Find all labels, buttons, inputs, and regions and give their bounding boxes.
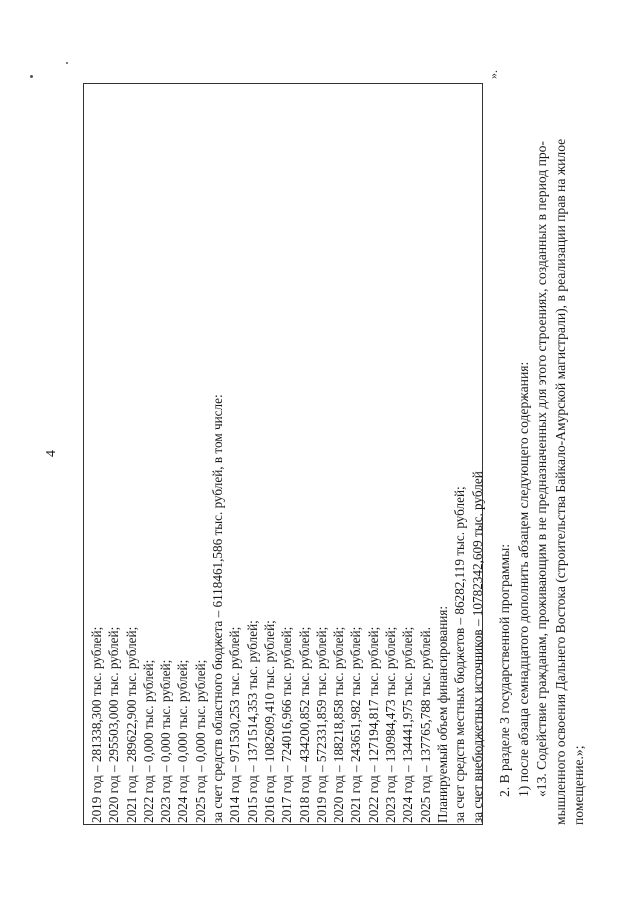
- table-line: 2017 год – 724016,966 тыс. рублей;: [279, 626, 295, 823]
- table-line: 2023 год – 0,000 тыс. рублей;: [158, 659, 174, 823]
- table-line: 2022 год – 127194,817 тыс. рублей;: [365, 626, 381, 823]
- section-paragraph-line: 1) после абзаца семнадцатого дополнить абзацем следующего содержания:: [515, 361, 531, 797]
- table-line: 2019 год – 281338,300 тыс. рублей;: [89, 626, 104, 823]
- financing-table: [83, 83, 483, 825]
- section-paragraph-line: мышленного освоения Дальнего Востока (строительства Байкало-Амурской магистрали), в реализации прав на жилое: [552, 138, 568, 825]
- section-paragraph-line: помещение.»;: [571, 745, 586, 825]
- table-line: 2024 год – 0,000 тыс. рублей;: [175, 659, 191, 823]
- table-line: 2021 год – 289622,900 тыс. рублей;: [123, 626, 139, 823]
- financing-table-cell: [88, 88, 486, 823]
- table-line: 2020 год – 295503,000 тыс. рублей;: [106, 626, 122, 823]
- table-line: 2018 год – 434200,852 тыс. рублей;: [296, 626, 312, 823]
- table-line: за счет внебюджетных источников – 10782342,609 тыс. рублей: [469, 471, 485, 823]
- table-line: 2023 год – 130984,473 тыс. рублей;: [383, 626, 399, 823]
- section-paragraph-line: «13. Содействие гражданам, проживающим в не предназначенных для этого строениях, созданных в период про-: [534, 141, 549, 797]
- table-line: 2025 год – 137765,788 тыс. рублей.: [417, 627, 433, 823]
- table-line: 2024 год – 134441,975 тыс. рублей;: [400, 626, 416, 823]
- table-line: 2016 год – 1082609,410 тыс. рублей;: [261, 620, 277, 823]
- table-line: Планируемый объем финансирования:: [434, 605, 450, 823]
- table-line: 2015 год – 1371514,353 тыс. рублей;: [244, 620, 260, 823]
- table-line: 2025 год – 0,000 тыс. рублей;: [192, 659, 208, 823]
- table-line: 2021 год – 243651,982 тыс. рублей;: [348, 626, 364, 823]
- table-line: 2019 год – 572331,859 тыс. рублей;: [313, 626, 329, 823]
- page-number: 4: [44, 450, 59, 457]
- table-line: за счет средств областного бюджета – 6118461,586 тыс. рублей, в том числе:: [210, 394, 226, 823]
- section-body: [496, 45, 589, 825]
- closing-quote: ».: [486, 70, 500, 79]
- table-line: за счет средств местных бюджетов – 86282,119 тыс. рублей;: [452, 486, 468, 823]
- table-line: 2020 год – 188218,858 тыс. рублей;: [331, 626, 347, 823]
- table-line: 2014 год – 971530,253 тыс. рублей;: [227, 626, 243, 823]
- table-line: 2022 год – 0,000 тыс. рублей;: [140, 659, 156, 823]
- section-paragraph-line: 2. В разделе 3 государственной программы:: [497, 543, 512, 797]
